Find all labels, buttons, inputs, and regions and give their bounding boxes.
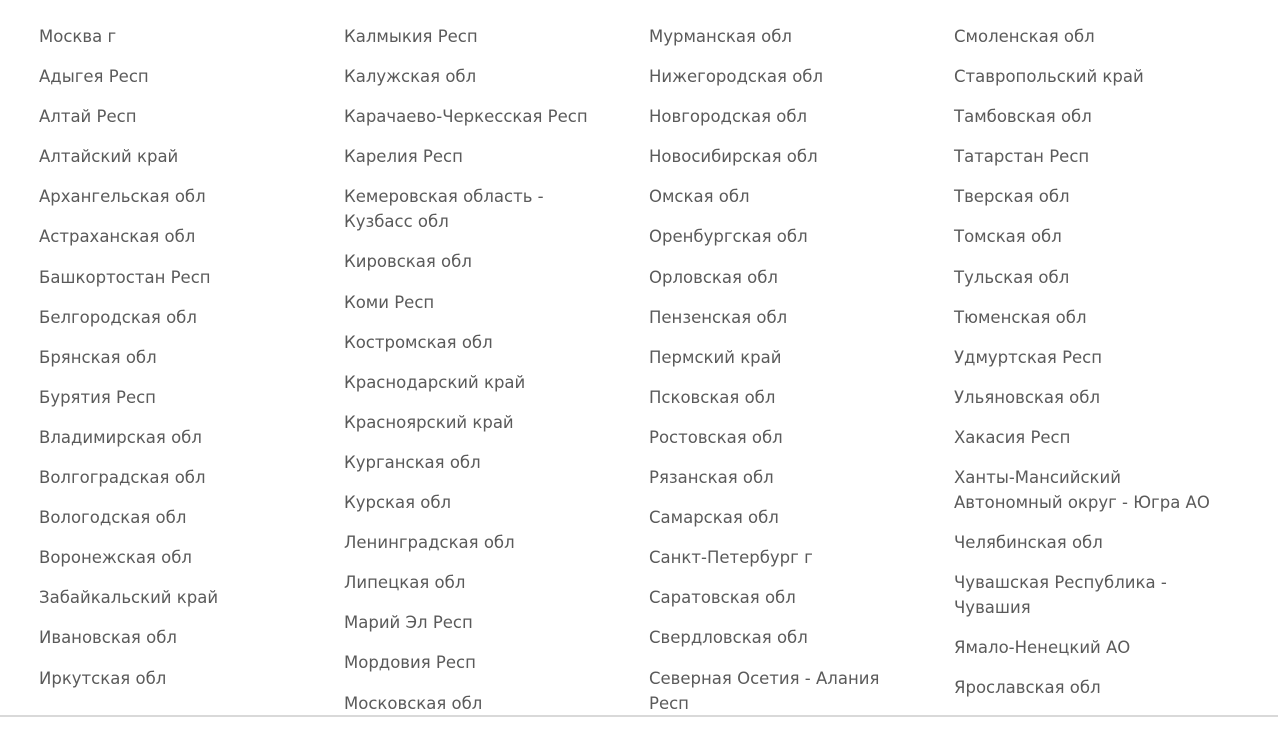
region-link[interactable]: Липецкая обл bbox=[344, 573, 466, 593]
region-link[interactable]: Ульяновская обл bbox=[954, 387, 1100, 407]
region-link[interactable]: Новгородская обл bbox=[649, 107, 808, 127]
region-link[interactable]: Пермский край bbox=[649, 347, 782, 367]
region-link[interactable]: Коми Респ bbox=[344, 292, 435, 312]
region-link[interactable]: Вологодская обл bbox=[39, 508, 187, 528]
region-link[interactable]: Орловская обл bbox=[649, 267, 778, 287]
region-column-3 bbox=[649, 24, 919, 731]
region-column-4 bbox=[954, 24, 1224, 716]
region-link[interactable]: Адыгея Респ bbox=[39, 67, 149, 87]
region-link[interactable]: Мурманская обл bbox=[649, 27, 792, 46]
region-link[interactable]: Свердловская обл bbox=[649, 628, 808, 648]
region-link[interactable]: Ямало-Ненецкий АО bbox=[954, 638, 1131, 658]
region-link[interactable]: Самарская обл bbox=[649, 508, 779, 528]
region-link[interactable]: Хакасия Респ bbox=[954, 427, 1071, 447]
region-link[interactable]: Ярославская обл bbox=[954, 678, 1101, 698]
region-link[interactable]: Алтай Респ bbox=[39, 107, 137, 127]
region-link[interactable]: Забайкальский край bbox=[39, 588, 219, 608]
region-link[interactable]: Архангельская обл bbox=[39, 187, 206, 207]
region-link[interactable]: Курганская обл bbox=[344, 452, 481, 472]
region-link[interactable]: Тверская обл bbox=[954, 187, 1070, 207]
region-link[interactable]: Краснодарский край bbox=[344, 372, 526, 392]
region-link[interactable]: Ставропольский край bbox=[954, 67, 1144, 87]
region-link[interactable]: Тамбовская обл bbox=[954, 107, 1092, 127]
region-link[interactable]: Иркутская обл bbox=[39, 668, 167, 688]
region-link[interactable]: Владимирская обл bbox=[39, 427, 202, 447]
region-link[interactable]: Тульская обл bbox=[954, 267, 1070, 287]
region-link[interactable]: Ленинградская обл bbox=[344, 533, 515, 553]
region-link[interactable]: Волгоградская обл bbox=[39, 468, 206, 488]
region-link[interactable]: Ростовская обл bbox=[649, 427, 783, 447]
region-link[interactable]: Башкортостан Респ bbox=[39, 267, 211, 287]
region-link[interactable]: Карачаево-Черкесская Респ bbox=[344, 107, 588, 127]
region-link[interactable]: Костромская обл bbox=[344, 332, 493, 352]
region-link[interactable]: Воронежская обл bbox=[39, 548, 192, 568]
region-link[interactable]: Пензенская обл bbox=[649, 307, 788, 327]
region-link[interactable]: Ханты-Мансийский Автономный округ - Югра АО bbox=[954, 468, 1210, 513]
region-link[interactable]: Московская обл bbox=[344, 693, 483, 713]
region-link[interactable]: Смоленская обл bbox=[954, 27, 1095, 46]
region-link[interactable]: Калужская обл bbox=[344, 67, 477, 87]
region-link[interactable]: Мордовия Респ bbox=[344, 653, 476, 673]
region-link[interactable]: Челябинская обл bbox=[954, 533, 1103, 553]
region-link[interactable]: Кировская обл bbox=[344, 252, 472, 272]
region-link[interactable]: Оренбургская обл bbox=[649, 227, 808, 247]
region-link[interactable]: Омская обл bbox=[649, 187, 750, 207]
region-link[interactable]: Новосибирская обл bbox=[649, 147, 818, 167]
region-link[interactable]: Санкт-Петербург г bbox=[649, 548, 813, 568]
region-column-2 bbox=[344, 24, 614, 731]
region-link[interactable]: Саратовская обл bbox=[649, 588, 796, 608]
region-link[interactable]: Чувашская Республика - Чувашия bbox=[954, 573, 1167, 618]
region-link[interactable]: Астраханская обл bbox=[39, 227, 196, 247]
region-link[interactable]: Калмыкия Респ bbox=[344, 27, 478, 46]
region-link[interactable]: Северная Осетия - Алания Респ bbox=[649, 668, 880, 713]
region-link[interactable]: Карелия Респ bbox=[344, 147, 463, 167]
region-column-1 bbox=[39, 24, 309, 706]
region-link[interactable]: Алтайский край bbox=[39, 147, 179, 167]
region-link[interactable]: Брянская обл bbox=[39, 347, 157, 367]
region-link[interactable]: Тюменская обл bbox=[954, 307, 1087, 327]
region-link[interactable]: Татарстан Респ bbox=[954, 147, 1090, 167]
region-link[interactable]: Томская обл bbox=[954, 227, 1062, 247]
region-link[interactable]: Курская обл bbox=[344, 493, 452, 513]
region-link[interactable]: Марий Эл Респ bbox=[344, 613, 473, 633]
region-link[interactable]: Красноярский край bbox=[344, 412, 514, 432]
region-link[interactable]: Удмуртская Респ bbox=[954, 347, 1103, 367]
region-link[interactable]: Нижегородская обл bbox=[649, 67, 824, 87]
region-link[interactable]: Рязанская обл bbox=[649, 468, 774, 488]
region-link[interactable]: Псковская обл bbox=[649, 387, 776, 407]
region-link[interactable]: Москва г bbox=[39, 27, 117, 46]
region-link[interactable]: Бурятия Респ bbox=[39, 387, 156, 407]
region-link[interactable]: Кемеровская область - Кузбасс обл bbox=[344, 187, 544, 232]
region-link[interactable]: Ивановская обл bbox=[39, 628, 177, 648]
region-link[interactable]: Белгородская обл bbox=[39, 307, 197, 327]
